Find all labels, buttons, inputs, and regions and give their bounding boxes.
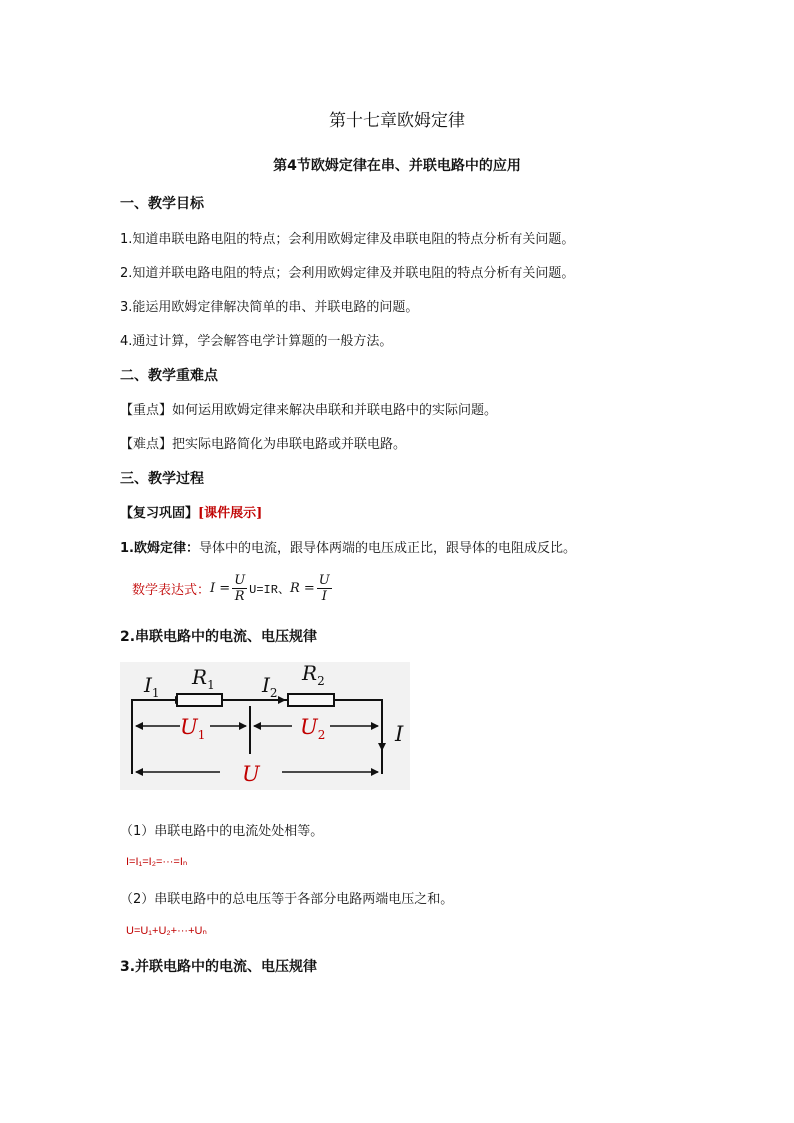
formula-3-numerator: U xyxy=(318,572,330,588)
difficulty-line xyxy=(120,433,406,452)
label-u1: $U_1$ xyxy=(180,715,206,742)
formula-3-denominator: I xyxy=(321,588,327,604)
label-i1: $I_1$ xyxy=(144,673,160,700)
key-point-line xyxy=(120,399,497,418)
heading-key-points: 二、教学重难点 xyxy=(120,368,218,384)
label-r1: $R_1$ xyxy=(192,665,215,692)
formula-label: 数学表达式： xyxy=(132,582,211,598)
goal-2: 2.知道并联电路电阻的特点；会利用欧姆定律及并联电阻的特点分析有关问题。 xyxy=(120,266,575,281)
ohm-law-text: 导体中的电流，跟导体两端的电压成正比，跟导体的电阻成反比。 xyxy=(198,541,576,556)
formula-3-lhs: R = xyxy=(289,580,315,596)
formula-2: U=IR、 xyxy=(249,582,290,597)
label-i2: $I_2$ xyxy=(262,673,278,700)
goal-3: 3.能运用欧姆定律解决简单的串、并联电路的问题。 xyxy=(120,300,419,315)
review-line xyxy=(120,502,262,521)
formula-1-denominator: R xyxy=(234,588,245,604)
label-i: I xyxy=(395,722,404,746)
resistor-r2 xyxy=(288,694,334,706)
key-text: 如何运用欧姆定律来解决串联和并联电路中的实际问题。 xyxy=(172,403,498,418)
label-r2: $R_2$ xyxy=(302,662,325,688)
difficulty-text: 把实际电路简化为串联电路或并联电路。 xyxy=(172,437,407,452)
review-tag: 【复习巩固】 xyxy=(120,506,199,521)
circuit-wire xyxy=(132,700,177,774)
chapter-title: 第十七章欧姆定律 xyxy=(329,111,465,131)
formula-1-fraction xyxy=(232,573,247,604)
review-show-tag: [课件展示] xyxy=(198,506,263,521)
goal-4: 4.通过计算，学会解答电学计算题的一般方法。 xyxy=(120,334,393,349)
formula-1-numerator: U xyxy=(234,572,246,588)
formula-line xyxy=(132,568,334,608)
parallel-rules-heading: 3.并联电路中的电流、电压规律 xyxy=(120,959,318,975)
section-title: 第4节欧姆定律在串、并联电路中的应用 xyxy=(273,158,521,174)
equation-voltage: U=U₁+U₂+···+Uₙ xyxy=(126,925,207,937)
circuit-wire xyxy=(334,700,382,750)
resistor-r1 xyxy=(177,694,222,706)
goal-1: 1.知道串联电路电阻的特点；会利用欧姆定律及串联电阻的特点分析有关问题。 xyxy=(120,232,575,247)
rule-1: （1）串联电路中的电流处处相等。 xyxy=(120,824,324,839)
label-u: U xyxy=(242,762,260,786)
formula-3-fraction xyxy=(317,573,332,604)
label-u2: $U_2$ xyxy=(300,715,326,742)
heading-goals: 一、教学目标 xyxy=(120,196,204,212)
equation-current: I=I₁=I₂=···=Iₙ xyxy=(126,856,188,868)
series-rules-heading: 2.串联电路中的电流、电压规律 xyxy=(120,629,318,645)
ohm-law-head: 1.欧姆定律： xyxy=(120,541,199,556)
series-circuit-svg xyxy=(120,662,410,790)
rule-2: （2）串联电路中的总电压等于各部分电路两端电压之和。 xyxy=(120,892,454,907)
formula-1-lhs: I = xyxy=(210,580,231,596)
key-tag: 【重点】 xyxy=(120,403,173,418)
difficulty-tag: 【难点】 xyxy=(120,437,173,452)
series-circuit-diagram xyxy=(120,662,410,790)
ohm-law-line xyxy=(120,537,576,556)
heading-process: 三、教学过程 xyxy=(120,471,204,487)
